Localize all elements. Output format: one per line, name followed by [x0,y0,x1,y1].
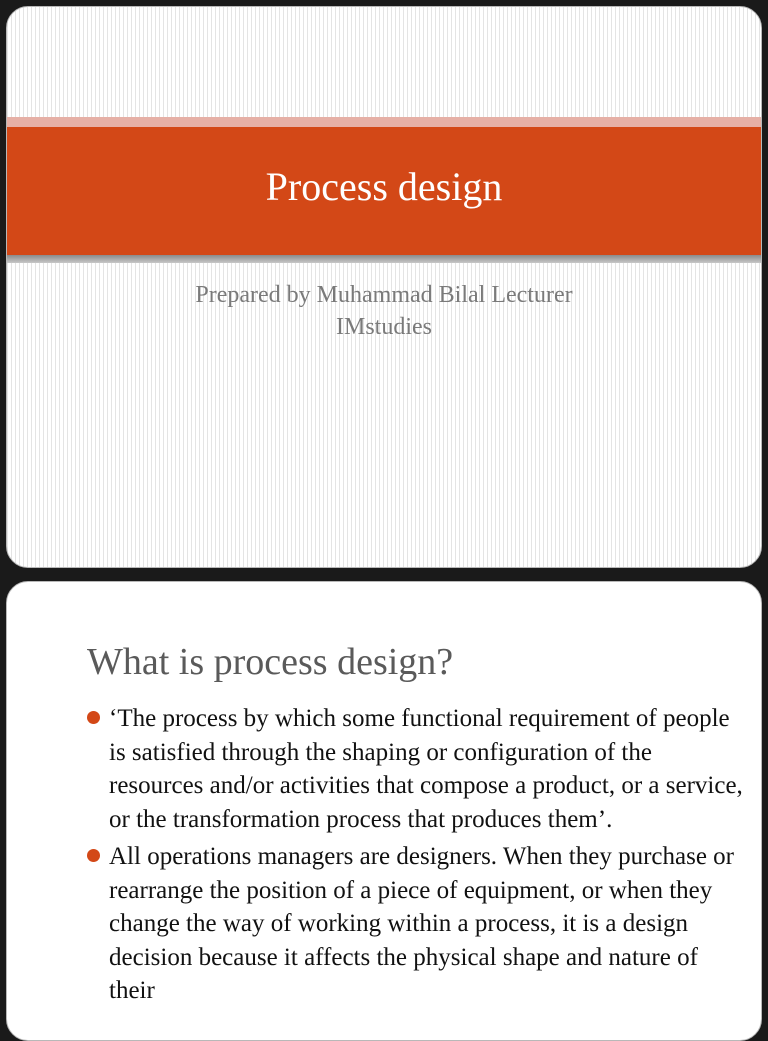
bullet-dot-icon [87,849,100,862]
bullet-list [87,702,747,1012]
slide-subtitle [7,279,761,343]
subtitle-line-1: Prepared by Muhammad Bilal Lecturer [195,282,573,308]
title-band [7,127,761,255]
bullet-text: ‘The process by which some functional requirement of people is satisfied through the shaping or configuration of the resources and/or activities that compose a product, or a service, or the transformation process that produces them’. [109,705,743,833]
bullet-text: All operations managers are designers. When they purchase or rearrange the position of a piece of equipment, or when they change the way of working within a process, it is a design decision because it affects the physical shape and nature of their [109,843,735,1004]
title-band-accent [7,117,761,127]
title-band-shadow [7,255,761,263]
bullet-item [87,840,747,1008]
title-slide [6,6,762,568]
subtitle-line-2: IMstudies [336,314,432,340]
bullet-item [87,702,747,836]
content-heading: What is process design? [87,641,454,683]
content-slide [6,581,762,1041]
slide-title: Process design [265,164,503,209]
bullet-dot-icon [87,711,100,724]
